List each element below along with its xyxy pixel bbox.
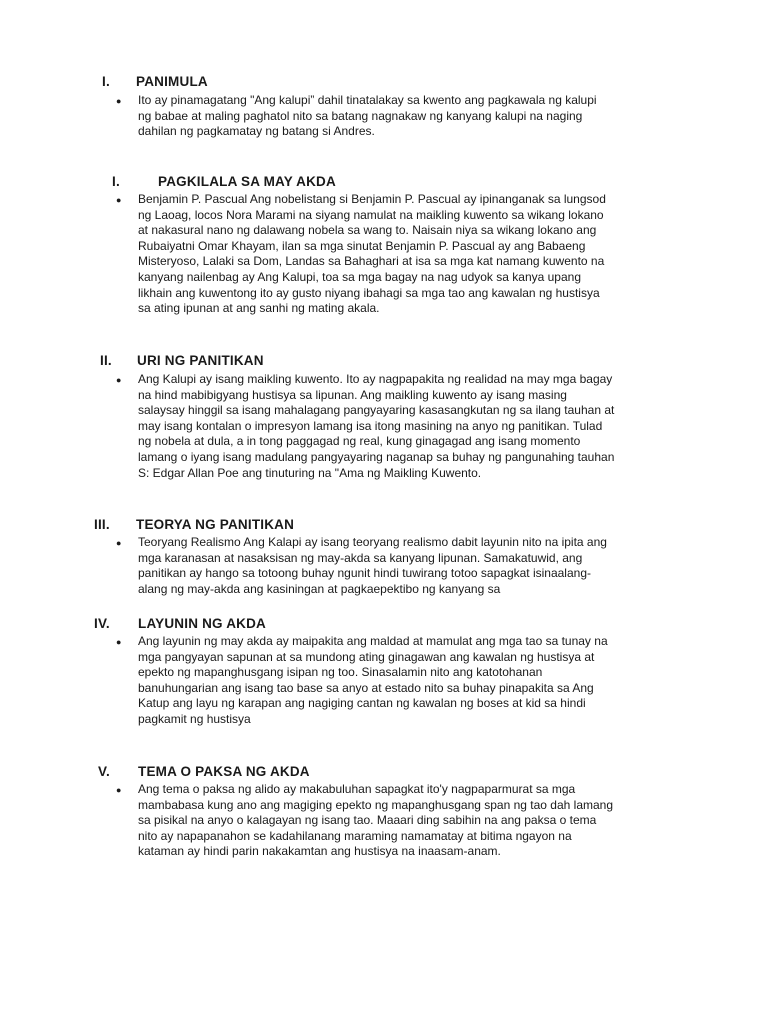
section-number: I.: [102, 74, 110, 89]
section-number: I.: [112, 174, 120, 189]
section-paragraph: Ang layunin ng may akda ay maipakita ang maldad at mamulat ang mga tao sa tunay na mga pangyayan sapunan at sa mundong ating ginagawan ang kawalan ng hustisya at epekto ng mapanghusgang isipan ng too. Sinasalamin nito ang katotohanan banuhungarian ang isang tao base sa anyo at estado nito sa buhay pinapakita sa Ang Katup ang layu ng karapan ang nagiging cantan ng kawalan ng boses at kid sa hindi pagkamit ng hustisya: [138, 634, 608, 726]
section-paragraph: Ang Kalupi ay isang maikling kuwento. Ito ay nagpapakita ng realidad na may mga bagay na hind mabibigyang hustisya sa lipunan. Ang maikling kuwento ay isang masing salaysay hinggil sa isang mahalagang pangyayaring kasasangkutan ng sa ilang tauhan at may isang kontalan o impresyon lamang isa itong masining na anyo ng panitikan. Tulad ng nobela at dula, a in tong paggagad ng real, kung ginagagad ang isang momento lamang o iyang isang madulang pangyayaring naganap sa buhay ng pangunahing tauhan S: Edgar Allan Poe ang tinuturing na "Ama ng Maikling Kuwento.: [138, 372, 615, 480]
section-title: TEMA O PAKSA NG AKDA: [138, 764, 310, 779]
section-title: URI NG PANITIKAN: [137, 353, 264, 368]
section-title: PAGKILALA SA MAY AKDA: [158, 174, 336, 189]
section-title: TEORYA NG PANITIKAN: [136, 517, 295, 532]
section-number: II.: [100, 353, 112, 368]
section-number: V.: [98, 764, 110, 779]
bullet-icon: ●: [116, 538, 122, 548]
section-number: IV.: [94, 616, 110, 631]
section-title: PANIMULA: [136, 74, 208, 89]
bullet-icon: ●: [116, 637, 122, 647]
section-paragraph: Ang tema o paksa ng alido ay makabuluhan sapagkat ito'y nagpaparmurat sa mga mambabasa kung ano ang magiging epekto ng mapanghusgang span ng tao dah lamang sa pisikal na anyo o kalagayan ng isang tao. Maaari ding sabihin na ang paksa o tema nito ay napapanahon se kadahilanang maraming namamatay at bitima ngayon na kataman ay hindi parin nakakamtan ang hustisya na inaasam-anam.: [138, 782, 614, 859]
bullet-icon: ●: [116, 96, 122, 106]
section-paragraph: Ito ay pinamagatang "Ang kalupi” dahil tinatalakay sa kwento ang pagkawala ng kalupi ng babae at maling paghatol nito sa batang nagnakaw ng kanyang kalupi na naging dahilan ng pagkamatay ng batang si Andres.: [138, 93, 597, 139]
bullet-icon: ●: [116, 375, 122, 385]
section-title: LAYUNIN NG AKDA: [138, 616, 267, 631]
bullet-icon: ●: [116, 195, 122, 205]
bullet-icon: ●: [116, 785, 122, 795]
section-number: III.: [94, 517, 110, 532]
section-paragraph: Teoryang Realismo Ang Kalapi ay isang teoryang realismo dabit layunin nito na ipita ang mga karanasan at nasaksisan ng may-akda sa kanyang lipunan. Samakatuwid, ang panitikan ay hango sa totoong buhay ngunit hindi tuwirang totoo sapagkat isinaalang- alang ng may-akda ang kasiningan at pagkaepektibo ng kanyang sa: [138, 535, 607, 596]
section-paragraph: Benjamin P. Pascual Ang nobelistang si Benjamin P. Pascual ay ipinanganak sa lungsod ng Laoag, locos Nora Marami na siyang namulat na maikling kuwento sa wikang lokano at nakasural nano ng dalawang nobela sa wang to. Naisain niya sa wikang lokano ang Rubaiyatni Omar Khayam, ilan sa mga sinutat Benjamin P. Pascual ay ang Babaeng Misteryoso, Lalaki sa Dom, Landas sa Bahaghari at isa sa mga kat namang kuwento na kanyang nailenbag ay Ang Kalupi, toa sa mga bagay na nag udyok sa kanya upang likhain ang kuwentong ito ay gusto niyang ibahagi sa mga tao ang kawalan ng hustisya sa ating ipunan at ang sanhi ng mating akala.: [138, 192, 606, 316]
